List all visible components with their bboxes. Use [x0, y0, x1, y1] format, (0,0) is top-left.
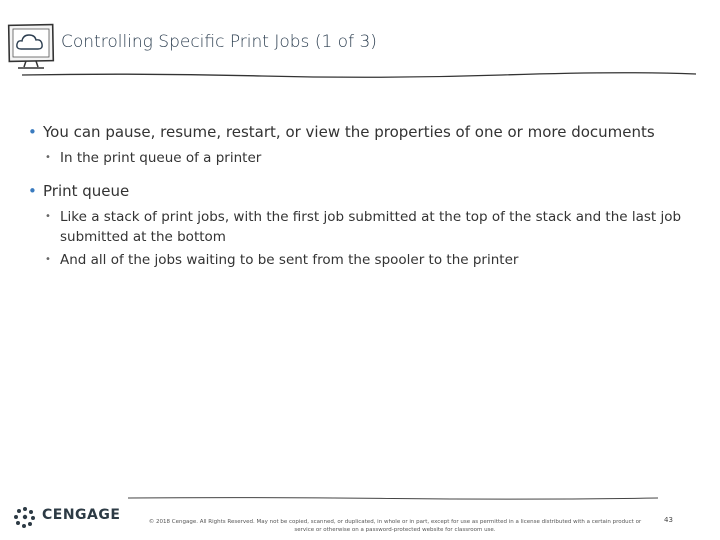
footer-divider: [128, 496, 658, 500]
bullet-marker: •: [28, 182, 37, 200]
sub-bullet-text: And all of the jobs waiting to be sent from the spooler to the printer: [60, 252, 519, 268]
slide-title: Controlling Specific Print Jobs (1 of 3): [61, 32, 377, 52]
sub-bullet-item: [28, 250, 688, 270]
cengage-logo: [14, 504, 124, 530]
sub-bullet-text: Like a stack of print jobs, with the first job submitted at the top of the stack and the last job submitted at the bottom: [60, 209, 682, 245]
title-underline: [22, 72, 696, 78]
page-number: 43: [664, 516, 673, 524]
copyright-notice: © 2018 Cengage. All Rights Reserved. May not be copied, scanned, or duplicated, in whole or in part, except for use as permitted in a license distributed with a certain product or service or otherwise on a password-protected website for classroom use.: [148, 519, 642, 533]
sub-bullet-marker: •: [45, 254, 51, 265]
sub-bullet-item: [28, 207, 688, 247]
sub-bullet-item: [28, 148, 688, 168]
bullet-text: Print queue: [43, 182, 130, 200]
bullet-text: You can pause, resume, restart, or view the properties of one or more documents: [43, 123, 655, 141]
cengage-logo-icon: [14, 506, 36, 528]
cloud-monitor-icon: [6, 22, 56, 70]
sub-bullet-text: In the print queue of a printer: [60, 150, 262, 166]
sub-bullet-marker: •: [45, 152, 51, 163]
bullet-marker: •: [28, 123, 37, 141]
bullet-item: [28, 122, 688, 143]
sub-bullet-marker: •: [45, 211, 51, 222]
bullet-list: [28, 122, 688, 273]
bullet-item: [28, 181, 688, 202]
brand-name: CENGAGE: [42, 507, 121, 523]
